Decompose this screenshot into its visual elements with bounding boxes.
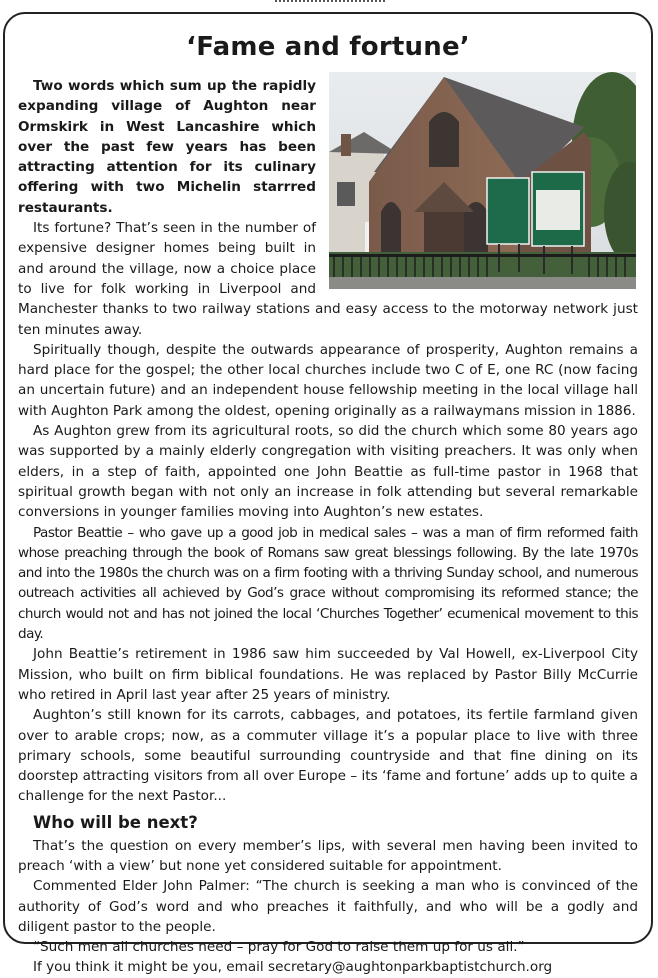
- paragraph-retirement: John Beattie’s retirement in 1986 saw him succeeded by Val Howell, ex-Liverpool City Mission, who built on firm biblical foundations. He was replaced by Pastor Billy McCurrie who retired in April last year after 25 years of ministry.: [18, 646, 638, 703]
- photo-float-spacer: [316, 76, 638, 294]
- article-title: ‘Fame and fortune’: [186, 32, 470, 62]
- paragraph-contact: If you think it might be you, email secretary@aughtonparkbaptistchurch.org: [33, 959, 553, 976]
- paragraph-elder-quote: Commented Elder John Palmer: “The church is seeking a man who is convinced of the authority of God’s word and who preaches it faithfully, and who will be a godly and diligent pastor to the people.: [18, 878, 638, 935]
- top-rule: [275, 0, 385, 5]
- paragraph-spiritual: Spiritually though, despite the outwards appearance of prosperity, Aughton remains a hard place for the gospel; the other local churches include two C of E, one RC (now facing an uncertain future) and an independent house fellowship meeting in the local village hall with Aughton Park among the oldest, opening originally as a railwaymans mission in 1886.: [18, 341, 638, 419]
- lead-paragraph: Two words which sum up the rapidly expanding village of Aughton near Ormskirk in West Lancashire which over the past few years has been attracting attention for its culinary offering with two Michelin starrred restaurants.: [18, 78, 316, 216]
- paragraph-carrots: Aughton’s still known for its carrots, cabbages, and potatoes, its fertile farmland given over to arable crops; now, as a commuter village it’s a popular place to live with three primary schools, some beautiful surrounding countryside and that fine dining on its doorstep attracting visitors from all over Europe – its ‘fame and fortune’ adds up to quite a challenge for the next Pastor...: [18, 707, 638, 805]
- paragraph-question: That’s the question on every member’s lips, with several men having been invited to preach ‘with a view’ but none yet considered suitable for appointment.: [18, 837, 638, 874]
- article-body: [18, 76, 638, 978]
- paragraph-pastor-beattie: Pastor Beattie – who gave up a good job in medical sales – was a man of firm reformed faith whose preaching through the book of Romans saw great blessings following. By the late 1970s and into the 1980s the church was on a firm footing with a thriving Sunday school, and numerous outreach activities all achieved by God’s grace without compromising its reformed stance; the church would not and has not joined the local ‘Churches Together’ ecumenical movement to this day.: [18, 524, 638, 643]
- subheading: Who will be next?: [33, 812, 198, 832]
- paragraph-growth: As Aughton grew from its agricultural roots, so did the church which some 80 years ago was supported by a mainly elderly congregation with visiting preachers. It was only when elders, in a step of faith, appointed one John Beattie as full-time pastor in 1968 that spiritual growth began with not only an increase in folk attending but several remarkable conversions in younger families moving into Aughton’s new estates.: [18, 423, 638, 521]
- paragraph-fortune: Its fortune? That’s seen in the number of expensive designer homes being built in and around the village, now a choice place to live for folk working in Liverpool and Manchester thanks to two railway stations and easy access to the motorway network just ten minutes away.: [18, 220, 638, 338]
- paragraph-pray: “Such men all churches need – pray for God to raise them up for us all.”: [33, 939, 525, 956]
